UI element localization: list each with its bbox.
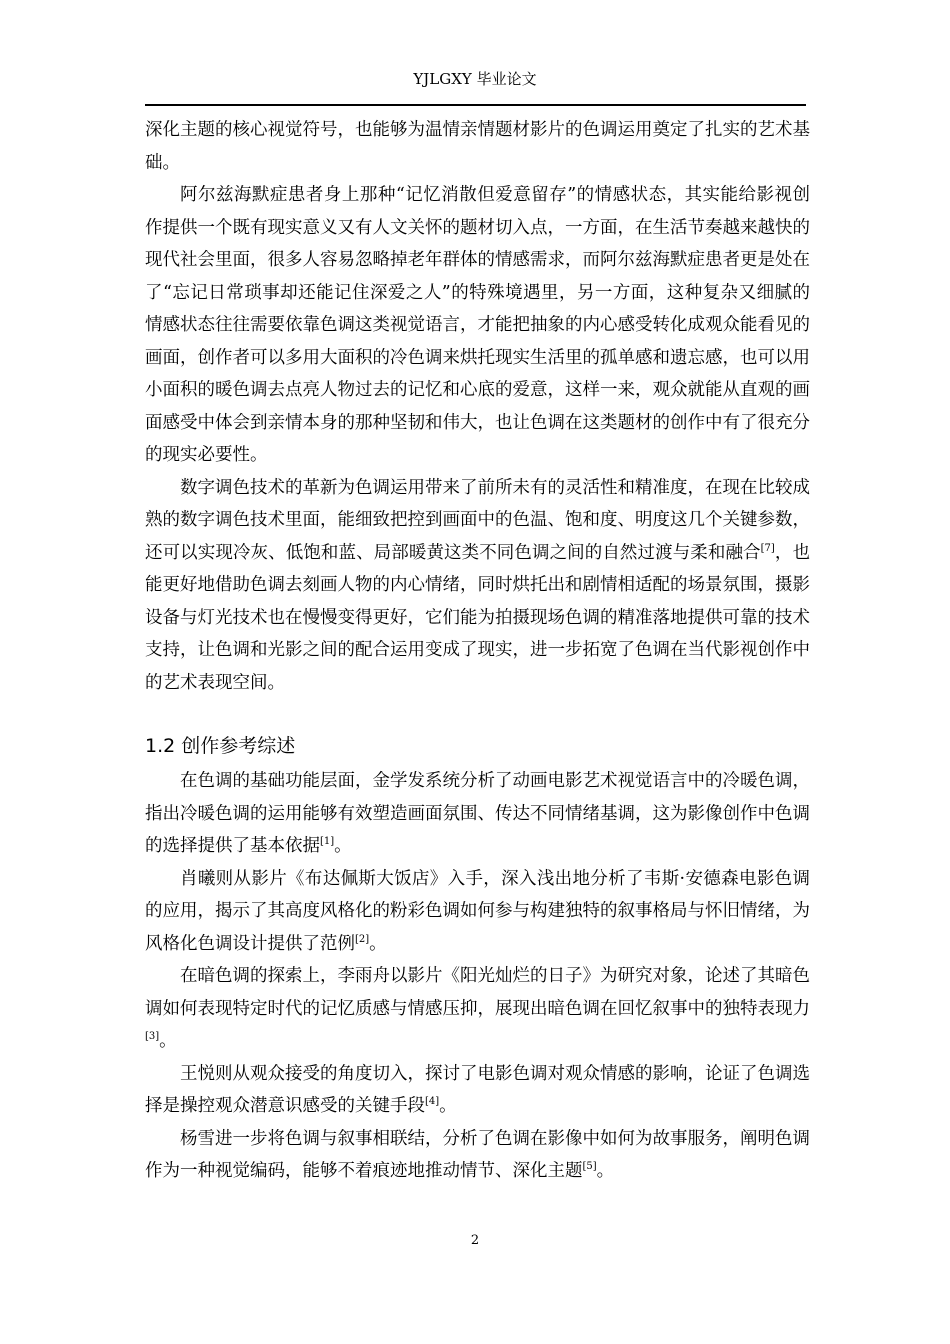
paragraph-text: 。: [439, 1096, 457, 1116]
citation-ref: [7]: [760, 542, 775, 554]
paragraph-review-2: [145, 863, 810, 961]
paragraph-digital-grading: [145, 472, 810, 700]
paragraph-text: 。: [334, 836, 352, 856]
citation-ref: [5]: [582, 1161, 597, 1172]
paragraph-continuation: 深化主题的核心视觉符号，也能够为温情亲情题材影片的色调运用奠定了扎实的艺术基础。: [145, 120, 810, 173]
paragraph-text: 。: [159, 1031, 177, 1051]
paragraph-review-1: [145, 765, 810, 863]
paragraph-alzheimers: 阿尔兹海默症患者身上那种“记忆消散但爱意留存”的情感状态，其实能给影视创作提供一个既有现实意义又有人文关怀的题材切入点，一方面，在生活节奏越来越快的现代社会里面，很多人容易忽略掉老年群体的情感需求，而阿尔兹海默症患者更是处在了“忘记日常琐事却还能记住深爱之人”的特殊境遇里，另一方面，这种复杂又细腻的情感状态往往需要依靠色调这类视觉语言，才能把抽象的内心感受转化成观众能看见的画面，创作者可以多用大面积的冷色调来烘托现实生活里的孤单感和遗忘感，也可以用小面积的暖色调去点亮人物过去的记忆和心底的爱意，这样一来，观众就能从直观的画面感受中体会到亲情本身的那种坚韧和伟大，也让色调在这类题材的创作中有了很充分的现实必要性。: [145, 185, 810, 465]
running-header: YJLGXY 毕业论文: [413, 70, 537, 88]
paragraph-review-5: [145, 1123, 810, 1188]
paragraph-text: ，也能更好地借助色调去刻画人物的内心情绪，同时烘托出和剧情相适配的场景氛围，摄影设备与灯光技术也在慢慢变得更好，它们能为拍摄现场色调的精准落地提供可靠的技术支持，让色调和光影之间的配合运用变成了现实，进一步拓宽了色调在当代影视创作中的艺术表现空间。: [145, 542, 811, 693]
paragraph-text: 数字调色技术的革新为色调运用带来了前所未有的灵活性和精准度，在现在比较成熟的数字调色技术里面，能细致把控到画面中的色温、饱和度、明度这几个关键参数，还可以实现冷灰、低饱和蓝、局部暖黄这类不同色调之间的自然过渡与柔和融合: [145, 477, 810, 563]
section-heading: 1.2 创作参考综述: [145, 735, 296, 757]
paragraph-text: 杨雪进一步将色调与叙事相联结，分析了色调在影像中如何为故事服务，阐明色调作为一种视觉编码，能够不着痕迹地推动情节、深化主题: [145, 1128, 810, 1181]
paragraph-review-3: [145, 960, 810, 1058]
header-divider: [145, 104, 806, 106]
paragraph-text: 肖曦则从影片《布达佩斯大饭店》入手，深入浅出地分析了韦斯·安德森电影色调的应用，揭示了其高度风格化的粉彩色调如何参与构建独特的叙事格局与怀旧情绪，为风格化色调设计提供了范例: [145, 868, 810, 954]
paragraph-review-4: [145, 1058, 810, 1123]
page-body: [145, 114, 810, 1188]
page-number: 2: [470, 1233, 480, 1248]
paragraph-text: 王悦则从观众接受的角度切入，探讨了电影色调对观众情感的影响，论证了色调选择是操控观众潜意识感受的关键手段: [145, 1063, 810, 1116]
citation-ref: [4]: [425, 1096, 440, 1107]
citation-ref: [1]: [320, 836, 335, 847]
citation-ref: [2]: [355, 933, 370, 945]
paragraph-text: 在暗色调的探索上，李雨舟以影片《阳光灿烂的日子》为研究对象，论述了其暗色调如何表现特定时代的记忆质感与情感压抑，展现出暗色调在回忆叙事中的独特表现力: [145, 966, 810, 1019]
paragraph-text: 在色调的基础功能层面，金学发系统分析了动画电影艺术视觉语言中的冷暖色调，指出冷暖色调的运用能够有效塑造画面氛围、传达不同情绪基调，这为影像创作中色调的选择提供了基本依据: [145, 771, 810, 856]
citation-ref: [3]: [145, 1031, 160, 1042]
paragraph-text: 。: [596, 1161, 615, 1181]
paragraph-text: 。: [369, 933, 387, 954]
